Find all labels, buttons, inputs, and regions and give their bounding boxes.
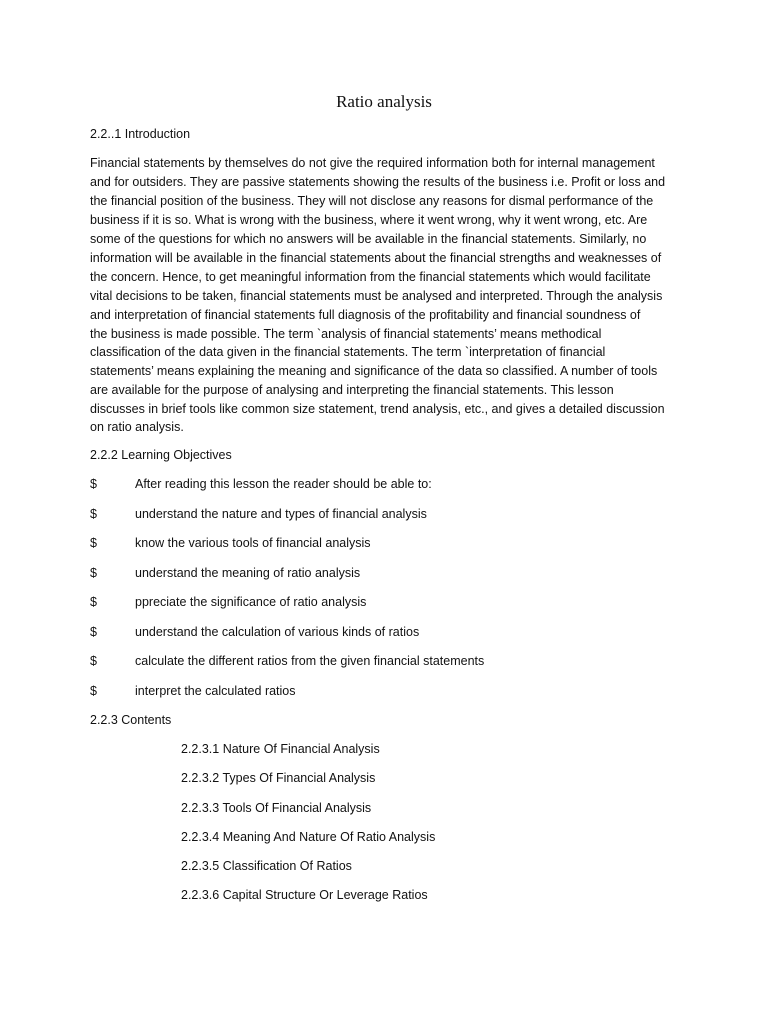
intro-line: the financial position of the business. They will not disclose any reasons for dismal performance of the [90,194,654,208]
contents-item: 2.2.3.6 Capital Structure Or Leverage Ratios [181,888,428,902]
page-title: Ratio analysis [336,92,432,111]
bullet-icon: $ [90,566,97,580]
contents-item: 2.2.3.5 Classification Of Ratios [181,859,352,873]
intro-line: vital decisions to be taken, financial statements must be analysed and interpreted. Through the analysis [90,289,663,303]
list-item-text: calculate the different ratios from the given financial statements [135,654,485,668]
list-item-text: understand the meaning of ratio analysis [135,566,361,580]
bullet-icon: $ [90,536,97,550]
bullet-icon: $ [90,625,97,639]
intro-line: are available for the purpose of analysing and interpreting the financial statements. This lesson [90,383,614,397]
list-item-text: know the various tools of financial analysis [135,536,371,550]
intro-line: on ratio analysis. [90,420,184,434]
bullet-icon: $ [90,684,97,698]
list-item-text: ppreciate the significance of ratio analysis [135,595,367,609]
contents-item: 2.2.3.2 Types Of Financial Analysis [181,771,376,785]
bullet-icon: $ [90,477,97,491]
contents-heading: 2.2.3 Contents [90,713,172,727]
bullet-icon: $ [90,595,97,609]
bullet-icon: $ [90,654,97,668]
intro-line: Financial statements by themselves do not give the required information both for internal management [90,156,655,170]
objectives-heading: 2.2.2 Learning Objectives [90,448,232,462]
intro-line: business if it is so. What is wrong with the business, where it went wrong, why it went wrong, etc. Are [90,213,648,227]
intro-line: classification of the data given in the financial statements. The term `interpretation of financial [90,345,606,359]
contents-item: 2.2.3.3 Tools Of Financial Analysis [181,801,372,815]
list-item-text: After reading this lesson the reader should be able to: [135,477,432,491]
list-item-text: understand the calculation of various kinds of ratios [135,625,420,639]
intro-line: and for outsiders. They are passive statements showing the results of the business i.e. Profit or loss and [90,175,666,189]
intro-line: information will be available in the financial statements about the financial strengths and weaknesses of [90,251,662,265]
intro-line: and interpretation of financial statements full diagnosis of the profitability and financial soundness of [90,308,641,322]
intro-line: statements’ means explaining the meaning and significance of the data so classified. A number of tools [90,364,658,378]
intro-line: the business is made possible. The term `analysis of financial statements’ means methodical [90,327,602,341]
contents-item: 2.2.3.1 Nature Of Financial Analysis [181,742,380,756]
contents-item: 2.2.3.4 Meaning And Nature Of Ratio Analysis [181,830,436,844]
list-item-text: understand the nature and types of financial analysis [135,507,427,521]
bullet-icon: $ [90,507,97,521]
intro-heading: 2.2..1 Introduction [90,127,191,141]
intro-line: some of the questions for which no answers will be available in the financial statements. Similarly, no [90,232,647,246]
intro-line: the concern. Hence, to get meaningful information from the financial statements which would facilitate [90,270,651,284]
list-item-text: interpret the calculated ratios [135,684,296,698]
intro-line: discusses in brief tools like common size statement, trend analysis, etc., and gives a detailed discussion [90,402,665,416]
